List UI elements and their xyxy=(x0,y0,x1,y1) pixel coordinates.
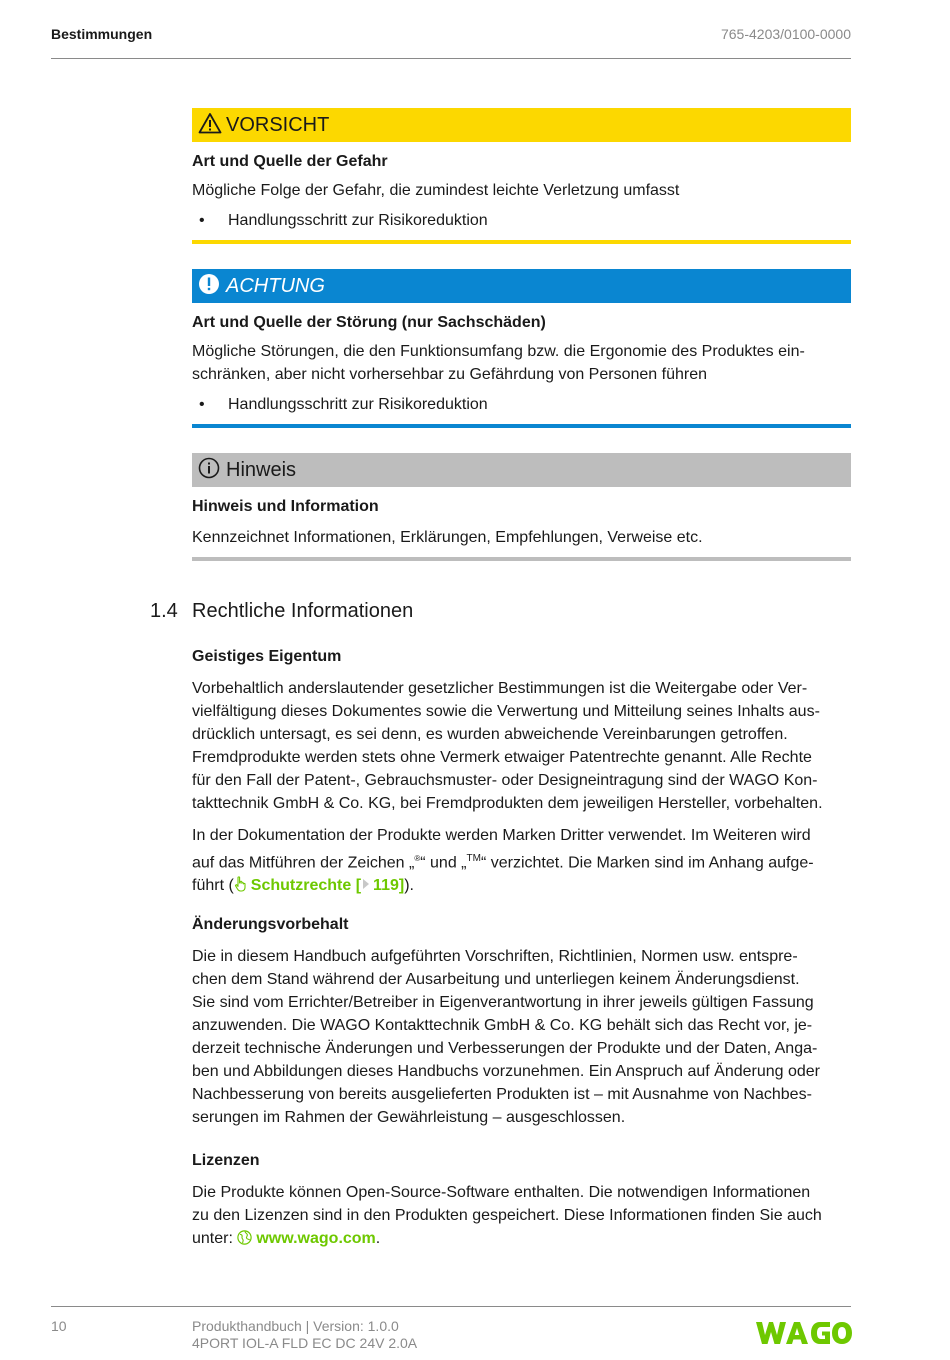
vorsicht-text: Mögliche Folge der Gefahr, die zumindest leichte Verletzung umfasst xyxy=(192,182,680,199)
exclamation-circle-icon xyxy=(198,273,220,300)
marken-paragraph xyxy=(192,824,851,899)
section-title: Rechtliche Informationen xyxy=(192,600,414,622)
achtung-bullet: • Handlungsschritt zur Risikoreduktion xyxy=(192,393,851,416)
header-divider xyxy=(51,58,851,59)
hinweis-text: Kennzeichnet Informationen, Erklärungen, Empfehlungen, Verweise etc. xyxy=(192,529,703,546)
hinweis-heading: Hinweis und Information xyxy=(192,498,379,515)
info-circle-icon xyxy=(198,457,220,484)
vorsicht-heading: Art und Quelle der Gefahr xyxy=(192,153,388,170)
paragraph-line: unter: www.wago.com. xyxy=(192,1227,851,1252)
paragraph-line: zu den Lizenzen sind in den Produkten gespeichert. Diese Informationen finden Sie auch xyxy=(192,1207,822,1224)
schutzrechte-link[interactable]: Schutzrechte [ 119] xyxy=(234,877,404,894)
achtung-title: ACHTUNG xyxy=(226,274,325,297)
geistiges-eigentum-heading: Geistiges Eigentum xyxy=(192,648,342,665)
paragraph-line: vielfältigung dieses Dokumentes sowie die Verwertung und Mitteilung seines Inhalts aus- xyxy=(192,703,820,720)
footer-line: Produkthandbuch | Version: 1.0.0 xyxy=(192,1318,399,1334)
paragraph-line: ben und Abbildungen dieses Handbuchs vorzunehmen. Ein Anspruch auf Änderung oder xyxy=(192,1063,821,1080)
hinweis-rule xyxy=(192,557,851,561)
hinweis-title: Hinweis xyxy=(226,458,297,481)
vorsicht-rule xyxy=(192,240,851,244)
vorsicht-bullet: • Handlungsschritt zur Risikoreduktion xyxy=(192,209,851,232)
header-section-title: Bestimmungen xyxy=(51,26,153,42)
vorsicht-notice xyxy=(192,108,851,244)
registered-mark: ® xyxy=(414,854,421,863)
paragraph-line: Sie sind vom Errichter/Betreiber in Eigenverantwortung in ihrer jeweils gültigen Fassung xyxy=(192,994,814,1011)
achtung-heading: Art und Quelle der Störung (nur Sachschäden) xyxy=(192,314,546,331)
trademark-mark: TM xyxy=(466,853,481,864)
page-number: 10 xyxy=(51,1318,67,1334)
paragraph-line: Die Produkte können Open-Source-Software enthalten. Die notwendigen Informationen xyxy=(192,1184,811,1201)
vorsicht-title: VORSICHT xyxy=(226,113,330,136)
hinweis-bar xyxy=(192,453,851,487)
paragraph-line: chen dem Stand während der Ausarbeitung und unterliegen keinem Änderungsdienst. xyxy=(192,971,800,988)
globe-icon xyxy=(237,1229,252,1252)
achtung-notice xyxy=(192,269,851,428)
paragraph-line: drücklich untersagt, es sei denn, es wurden abweichende Vereinbarungen getroffen. xyxy=(192,726,788,743)
page-ref-arrow-icon xyxy=(362,874,370,897)
paragraph-line: Fremdprodukte werden stets ohne Vermerk etwaiger Patentrechte genannt. Alle Rechte xyxy=(192,749,812,766)
footer-line: 4PORT IOL-A FLD EC DC 24V 2.0A xyxy=(192,1335,418,1351)
aenderungsvorbehalt-paragraph xyxy=(192,945,851,1129)
paragraph-line: auf das Mitführen der Zeichen „®“ und „™“ verzichtet. Die Marken sind im Anhang aufge- xyxy=(192,853,814,872)
paragraph-line: anzuwenden. Die WAGO Kontakttechnik GmbH & Co. KG behält sich das Recht vor, je- xyxy=(192,1017,813,1034)
hinweis-notice xyxy=(192,453,851,561)
aenderungsvorbehalt-heading: Änderungsvorbehalt xyxy=(192,916,349,933)
geistiges-eigentum-paragraph xyxy=(192,677,851,815)
paragraph-line: serungen im Rahmen der Gewährleistung – ausgeschlossen. xyxy=(192,1109,626,1126)
paragraph-line: führt ( Schutzrechte [ 119]). xyxy=(192,874,851,899)
paragraph-line: In der Dokumentation der Produkte werden Marken Dritter verwendet. Im Weiteren wird xyxy=(192,827,811,844)
vorsicht-bullet-text: Handlungsschritt zur Risikoreduktion xyxy=(228,212,488,229)
lizenzen-paragraph xyxy=(192,1181,851,1252)
wago-logo xyxy=(756,1320,852,1351)
paragraph-line: für den Fall der Patent-, Gebrauchsmuster- oder Designeintragung sind der WAGO Kon- xyxy=(192,772,818,789)
achtung-text-line: Mögliche Störungen, die den Funktionsumfang bzw. die Ergonomie des Produktes ein- xyxy=(192,343,805,360)
footer-document-info xyxy=(192,1318,417,1352)
achtung-bullet-text: Handlungsschritt zur Risikoreduktion xyxy=(228,396,488,413)
header-doc-number: 765-4203/0100-0000 xyxy=(720,26,851,42)
paragraph-line: Die in diesem Handbuch aufgeführten Vorschriften, Richtlinien, Normen usw. entspre- xyxy=(192,948,798,965)
paragraph-line: derzeit technische Änderungen und Verbesserungen der Produkte und der Daten, Anga- xyxy=(192,1040,818,1057)
wago-website-link[interactable]: www.wago.com xyxy=(237,1230,375,1247)
paragraph-line: Vorbehaltlich anderslautender gesetzlicher Bestimmungen ist die Weitergabe oder Ver- xyxy=(192,680,808,697)
achtung-rule xyxy=(192,424,851,428)
achtung-text xyxy=(192,340,851,386)
warning-triangle-icon xyxy=(198,112,222,139)
pointing-hand-icon xyxy=(234,876,248,899)
section-number: 1.4 xyxy=(150,600,178,622)
footer-divider xyxy=(51,1306,851,1307)
paragraph-line: Nachbesserung von bereits ausgelieferten Produkten ist – mit Ausnahme von Nachbes- xyxy=(192,1086,812,1103)
paragraph-line: takttechnik GmbH & Co. KG, bei Fremdprodukten dem jeweiligen Hersteller, vorbehalten. xyxy=(192,795,823,812)
achtung-text-line: schränken, aber nicht vorhersehbar zu Gefährdung von Personen führen xyxy=(192,366,707,383)
achtung-bar xyxy=(192,269,851,303)
vorsicht-bar xyxy=(192,108,851,142)
lizenzen-heading: Lizenzen xyxy=(192,1152,260,1169)
